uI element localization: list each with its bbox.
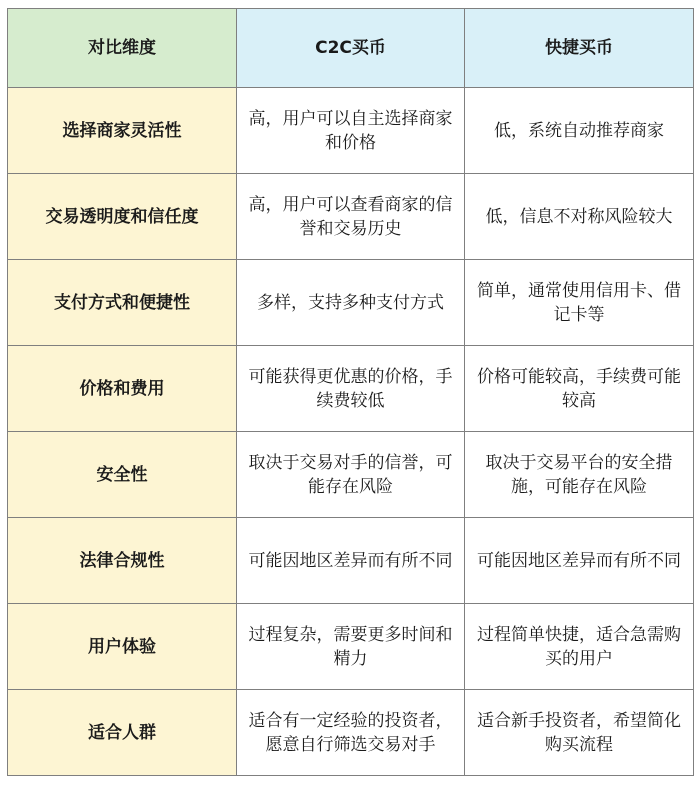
table-row: [8, 346, 694, 432]
quick-buy-cell: 取决于交易平台的安全措施，可能存在风险: [465, 432, 694, 518]
header-c2c: C2C买币: [237, 9, 465, 88]
table-row: [8, 260, 694, 346]
c2c-cell: 高，用户可以查看商家的信誉和交易历史: [237, 174, 465, 260]
table-row: [8, 604, 694, 690]
quick-buy-cell: 低，信息不对称风险较大: [465, 174, 694, 260]
c2c-cell: 过程复杂，需要更多时间和精力: [237, 604, 465, 690]
c2c-cell: 可能获得更优惠的价格，手续费较低: [237, 346, 465, 432]
dimension-cell: 用户体验: [8, 604, 237, 690]
c2c-cell: 适合有一定经验的投资者，愿意自行筛选交易对手: [237, 690, 465, 776]
dimension-cell: 适合人群: [8, 690, 237, 776]
quick-buy-cell: 低，系统自动推荐商家: [465, 88, 694, 174]
c2c-cell: 多样，支持多种支付方式: [237, 260, 465, 346]
dimension-cell: 交易透明度和信任度: [8, 174, 237, 260]
dimension-cell: 法律合规性: [8, 518, 237, 604]
table-row: [8, 518, 694, 604]
table-row: [8, 690, 694, 776]
header-row: [8, 9, 694, 88]
quick-buy-cell: 简单，通常使用信用卡、借记卡等: [465, 260, 694, 346]
dimension-cell: 选择商家灵活性: [8, 88, 237, 174]
dimension-cell: 价格和费用: [8, 346, 237, 432]
table-row: [8, 88, 694, 174]
dimension-cell: 安全性: [8, 432, 237, 518]
header-dimension: 对比维度: [8, 9, 237, 88]
c2c-cell: 取决于交易对手的信誉，可能存在风险: [237, 432, 465, 518]
quick-buy-cell: 过程简单快捷，适合急需购买的用户: [465, 604, 694, 690]
table-row: [8, 174, 694, 260]
quick-buy-cell: 可能因地区差异而有所不同: [465, 518, 694, 604]
dimension-cell: 支付方式和便捷性: [8, 260, 237, 346]
quick-buy-cell: 价格可能较高，手续费可能较高: [465, 346, 694, 432]
c2c-cell: 高，用户可以自主选择商家和价格: [237, 88, 465, 174]
header-quick-buy: 快捷买币: [465, 9, 694, 88]
quick-buy-cell: 适合新手投资者，希望简化购买流程: [465, 690, 694, 776]
table-row: [8, 432, 694, 518]
comparison-table: [7, 8, 694, 776]
c2c-cell: 可能因地区差异而有所不同: [237, 518, 465, 604]
